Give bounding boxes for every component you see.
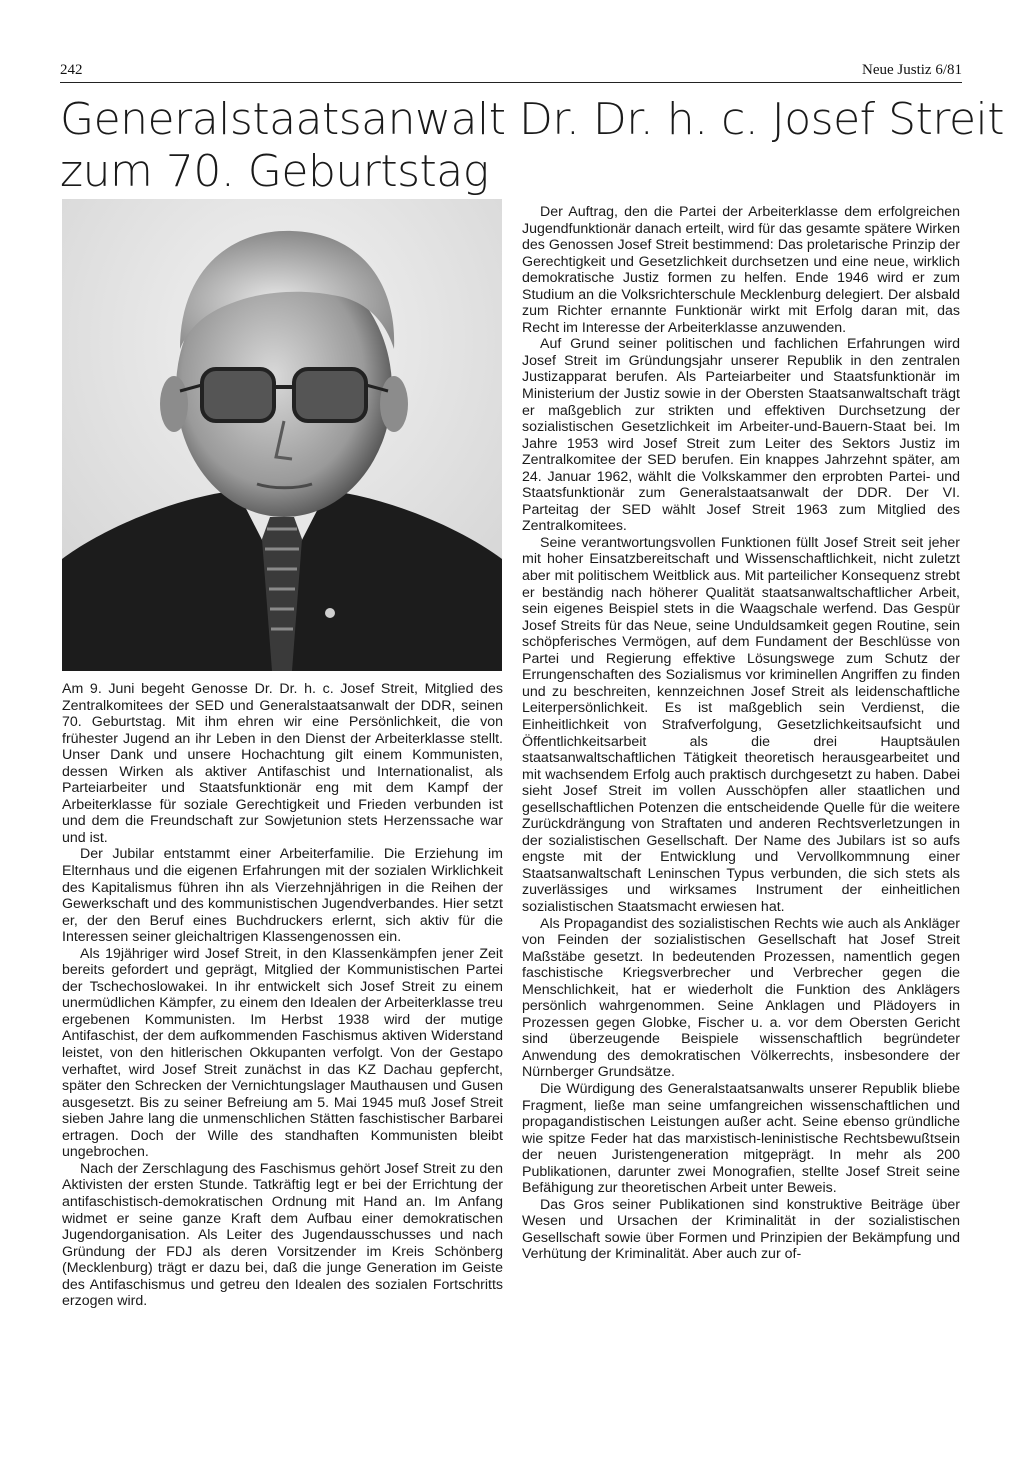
right-paragraph-1: Der Auftrag, den die Partei der Arbeiterklasse dem erfolgreichen Jugendfunktionär danach erteilt, wird für das gesamte spätere Wirken des Genossen Josef Streit bestimmend: Das proletarische Prinzip der Gerechtigkeit und Gesetzlichkeit durchsetzen und eine neue, wirklich demokratische Justiz formen zu helfen. Ende 1946 wird er zum Studium an die Volksrichterschule Mecklenburg delegiert. Der alsbald zum Richter ernannte Funktionär wirkt mit Erfolg daran mit, das Recht im Interesse der Arbeiterklasse anzuwenden.	[522, 204, 960, 336]
right-column	[522, 204, 960, 1263]
left-paragraph-1: Am 9. Juni begeht Genosse Dr. Dr. h. c. Josef Streit, Mitglied des Zentralkomitees der SED und Generalstaatsanwalt der DDR, seinen 70. Geburtstag. Mit ihm ehren wir eine Persönlichkeit, die von frühester Jugend an ihr Leben in den Dienst der Arbeiterklasse stellt. Unser Dank und unsere Hochachtung gilt einem Kommunisten, dessen Wirken als aktiver Antifaschist und Internationalist, als Parteiarbeiter und Staatsfunktionär eng mit dem Kampf der Arbeiterklasse für soziale Gerechtigkeit und Frieden verbunden ist und dem die Freundschaft zur Sowjetunion stets Herzenssache war und ist.	[62, 681, 503, 846]
portrait-photo	[62, 199, 502, 671]
right-paragraph-3: Seine verantwortungsvollen Funktionen füllt Josef Streit seit jeher mit hoher Einsatzbereitschaft und Wissenschaftlichkeit, nicht zuletzt aber mit politischem Weitblick aus. Mit parteilicher Konsequenz strebt er beständig nach höherer Qualität staatsanwaltschaftlicher Arbeit, sein eigenes Beispiel stets in die Waagschale werfend. Das Gespür Josef Streits für das Neue, seine Unduldsamkeit gegen Routine, sein schöpferisches Vermögen, auf dem Fundament der Beschlüsse von Partei und Regierung effektive Lösungswege zum Schutz der Errungenschaften des Sozialismus vor kriminellen Angriffen zu finden und zu beschreiten, kennzeichnen Josef Streit als leidenschaftliche Leiterpersönlichkeit. Es ist maßgeblich sein Verdienst, die Einheitlichkeit von Strafverfolgung, Gesetzlichkeitsaufsicht und Öffentlichkeitsarbeit als die drei Hauptsäulen staatsanwaltschaftlichen Tätigkeit theoretisch herausgearbeitet und mit wachsendem Erfolg auch praktisch durchgesetzt zu haben. Dabei sieht Josef Streit im vollen Ausschöpfen aller staatlichen und gesellschaftlichen Potenzen die entscheidende Quelle für die weitere Zurückdrängung von Straftaten und anderen Rechtsverletzungen in der sozialistischen Gesellschaft. Der Name des Jubilars ist so aufs engste mit der Entwicklung und Vervollkommnung einer Staatsanwaltschaft Leninschen Typus verbunden, die sich stets als zuverlässiges und wirksames Instrument der einheitlichen sozialistischen Staatsmacht erwiesen hat.	[522, 534, 960, 915]
right-paragraph-5: Die Würdigung des Generalstaatsanwalts unserer Republik bliebe Fragment, ließe man seine umfangreichen wissenschaftlichen und propagandistischen Leistungen außer acht. Seine ebenso gründliche wie spitze Feder hat das marxistisch-leninistische Rechtsbewußtsein der neuen Juristengeneration mitgeprägt. In mehr als 200 Publikationen, darunter zwei Monografien, stellte Josef Streit seine Befähigung zur theoretischen Arbeit unter Beweis.	[522, 1080, 960, 1197]
title-line-1: Generalstaatsanwalt Dr. Dr. h. c. Josef Streit	[60, 94, 1004, 145]
title-line-2: zum 70. Geburtstag	[60, 146, 489, 197]
left-paragraph-3: Als 19jähriger wird Josef Streit, in den Klassenkämpfen jener Zeit bereits gefordert und geprägt, Mitglied der Kommunistischen Partei der Tschechoslowakei. In ihr entwickelt sich Josef Streit zu einem unermüdlichen Kämpfer, zu einem den Idealen der Arbeiterklasse treu ergebenen Kommunisten. Im Herbst 1938 wird der mutige Antifaschist, der dem aufkommenden Faschismus aktiven Widerstand leistet, von den hitlerischen Okkupanten verfolgt. Von der Gestapo verhaftet, wird Josef Streit zunächst in das KZ Dachau gepfercht, später den Schrecken der Vernichtungslager Mauthausen und Gusen ausgesetzt. Bis zu seiner Befreiung am 5. Mai 1945 muß Josef Streit sieben Jahre lang die unmenschlichen Stätten faschistischer Barbarei ertragen. Doch der Wille des standhaften Kommunisten bleibt ungebrochen.	[62, 945, 503, 1161]
journal-issue: Neue Justiz 6/81	[862, 62, 962, 78]
page-number: 242	[60, 62, 83, 78]
left-paragraph-2: Der Jubilar entstammt einer Arbeiterfamilie. Die Erziehung im Elternhaus und die eigenen Erfahrungen mit der sozialen Wirklichkeit des Kapitalismus führen ihn als Vierzehnjährigen in die Reihen der Gewerkschaft und des kommunistischen Jugendverbandes. Hier setzt er, der den Beruf eines Buchdruckers erlernt, sich aktiv für die Interessen seiner gleichaltrigen Klassengenossen ein.	[62, 846, 503, 946]
right-paragraph-2: Auf Grund seiner politischen und fachlichen Erfahrungen wird Josef Streit im Gründungsjahr unserer Republik in den zentralen Justizapparat berufen. Als Parteiarbeiter und Staatsfunktionär im Ministerium der Justiz sowie in der Obersten Staatsanwaltschaft trägt er maßgeblich zur strikten und effektiven Durchsetzung der sozialistischen Gesetzlichkeit im Arbeiter-und-Bauern-Staat bei. Im Jahre 1953 wird Josef Streit zum Leiter des Sektors Justiz im Zentralkomitee der SED berufen. Ein knappes Jahrzehnt später, am 24. Januar 1962, wählt die Volkskammer den erprobten Partei- und Staatsfunktionär zum Generalstaatsanwalt der DDR. Der VI. Parteitag der SED wählt Josef Streit 1963 zum Mitglied des Zentralkomitees.	[522, 336, 960, 535]
left-column	[62, 681, 503, 1310]
right-paragraph-4: Als Propagandist des sozialistischen Rechts wie auch als Ankläger von Feinden der sozialistischen Gesellschaft hat Josef Streit Maßstäbe gesetzt. In bedeutenden Prozessen, namentlich gegen faschistische Kriegsverbrecher und Verbrecher gegen die Menschlichkeit, hat er wiederholt die Funktion des Anklägers persönlich wahrgenommen. Seine Anklagen und Plädoyers in Prozessen gegen Globke, Fischer u. a. vor dem Obersten Gericht sind überzeugende Beispiele wissenschaftlich begründeter Anwendung des demokratischen Völkerrechts, insbesondere der Nürnberger Grundsätze.	[522, 915, 960, 1081]
left-paragraph-4: Nach der Zerschlagung des Faschismus gehört Josef Streit zu den Aktivisten der ersten Stunde. Tatkräftig legt er bei der Errichtung der antifaschistisch-demokratischen Ordnung mit Hand an. Im Anfang widmet er seine ganze Kraft dem Aufbau einer demokratischen Jugendorganisation. Als Leiter des Jugendausschusses und nach Gründung der FDJ als deren Vorsitzender im Kreis Schönberg (Mecklenburg) trägt er dazu bei, daß die junge Generation im Geiste des Antifaschismus und getreu den Idealen des sozialen Fortschritts erzogen wird.	[62, 1160, 503, 1310]
right-paragraph-6: Das Gros seiner Publikationen sind konstruktive Beiträge über Wesen und Ursachen der Kriminalität in der sozialistischen Gesellschaft sowie über Formen und Prinzipien der Bekämpfung und Verhütung der Kriminalität. Aber auch zur of-	[522, 1196, 960, 1263]
article-title	[60, 94, 1004, 198]
header-rule	[60, 82, 962, 83]
